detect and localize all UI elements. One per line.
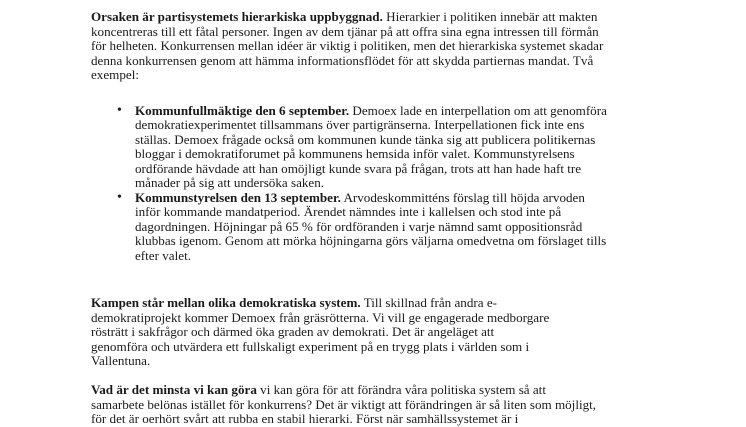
bullet-icon: • <box>117 189 122 205</box>
paragraph-heading: Vad är det minsta vi kan göra <box>91 382 257 397</box>
list-item-heading: Kommunstyrelsen den 13 september. <box>135 189 341 205</box>
list-item-body: Arvodeskommitténs förslag till höjda arvoden inför kommande mandatperiod. Ärendet nämndes inte i kallelsen och stod inte på dagordningen. Höjningar på 65 % för ordföranden i varje nämnd samt oppositionsråd klubbas igenom. Genom att mörka höjningarna görs väljarna omedvetna om förslaget tills efter valet. <box>135 189 607 263</box>
document-page <box>91 9 611 426</box>
paragraph-body: Hierarkier i politiken innebär att makten koncentreras till ett fåtal personer. Ingen av dem tjänar på att offra sina egna intressen till förmån för helheten. Konkurrensen mellan idéer är viktig i politiken, men det hierarkiska systemet skadar denna konkurrensen genom att hämma informationsflödet för att skydda partiernas mandat. Två exempel: <box>91 9 604 82</box>
paragraph-body: vi kan göra för att förändra våra politiska system så att samarbete belönas istället för konkurrens? Det är viktigt att förändringen är så liten som möjligt, för det är oerhört svårt att rubba en stabil hierarki. Först när samhällssystemet är i <box>91 382 597 426</box>
bullet-icon: • <box>117 102 122 118</box>
paragraph-party-hierarchy <box>91 10 611 83</box>
example-list <box>91 104 611 264</box>
list-item-heading: Kommunfullmäktige den 6 september. <box>135 102 350 118</box>
list-item-body: Demoex lade en interpellation om att genomföra demokratiexperimentet tillsammans över partigränserna. Interpellationen fick inte ens ställas. Demoex frågade också om kommunen kunde tänka sig att publicera politikernas bloggar i demokratiforumet på kommunens hemsida inför valet. Kommunstyrelsens ordförande hävdade att han omöjligt kunde svara på frågan, trots att han hade haft tre månader på sig att undersöka saken. <box>135 102 607 190</box>
paragraph-heading: Orsaken är partisystemets hierarkiska uppbyggnad. <box>91 9 383 24</box>
list-item <box>117 104 611 191</box>
paragraph-body: Till skillnad från andra e-demokratiprojekt kommer Demoex från gräsrötterna. Vi vill ge engagerade medborgare rösträtt i sakfrågor och därmed öka graden av demokrati. Det är angeläget att genomföra och utvärdera ett fullskaligt experiment på en trygg plats i världen som i Vallentuna. <box>91 295 550 368</box>
paragraph-heading: Kampen står mellan olika demokratiska system. <box>91 295 361 310</box>
paragraph-minimum-change <box>91 383 601 427</box>
list-item <box>117 191 611 264</box>
paragraph-democratic-systems <box>91 296 551 369</box>
